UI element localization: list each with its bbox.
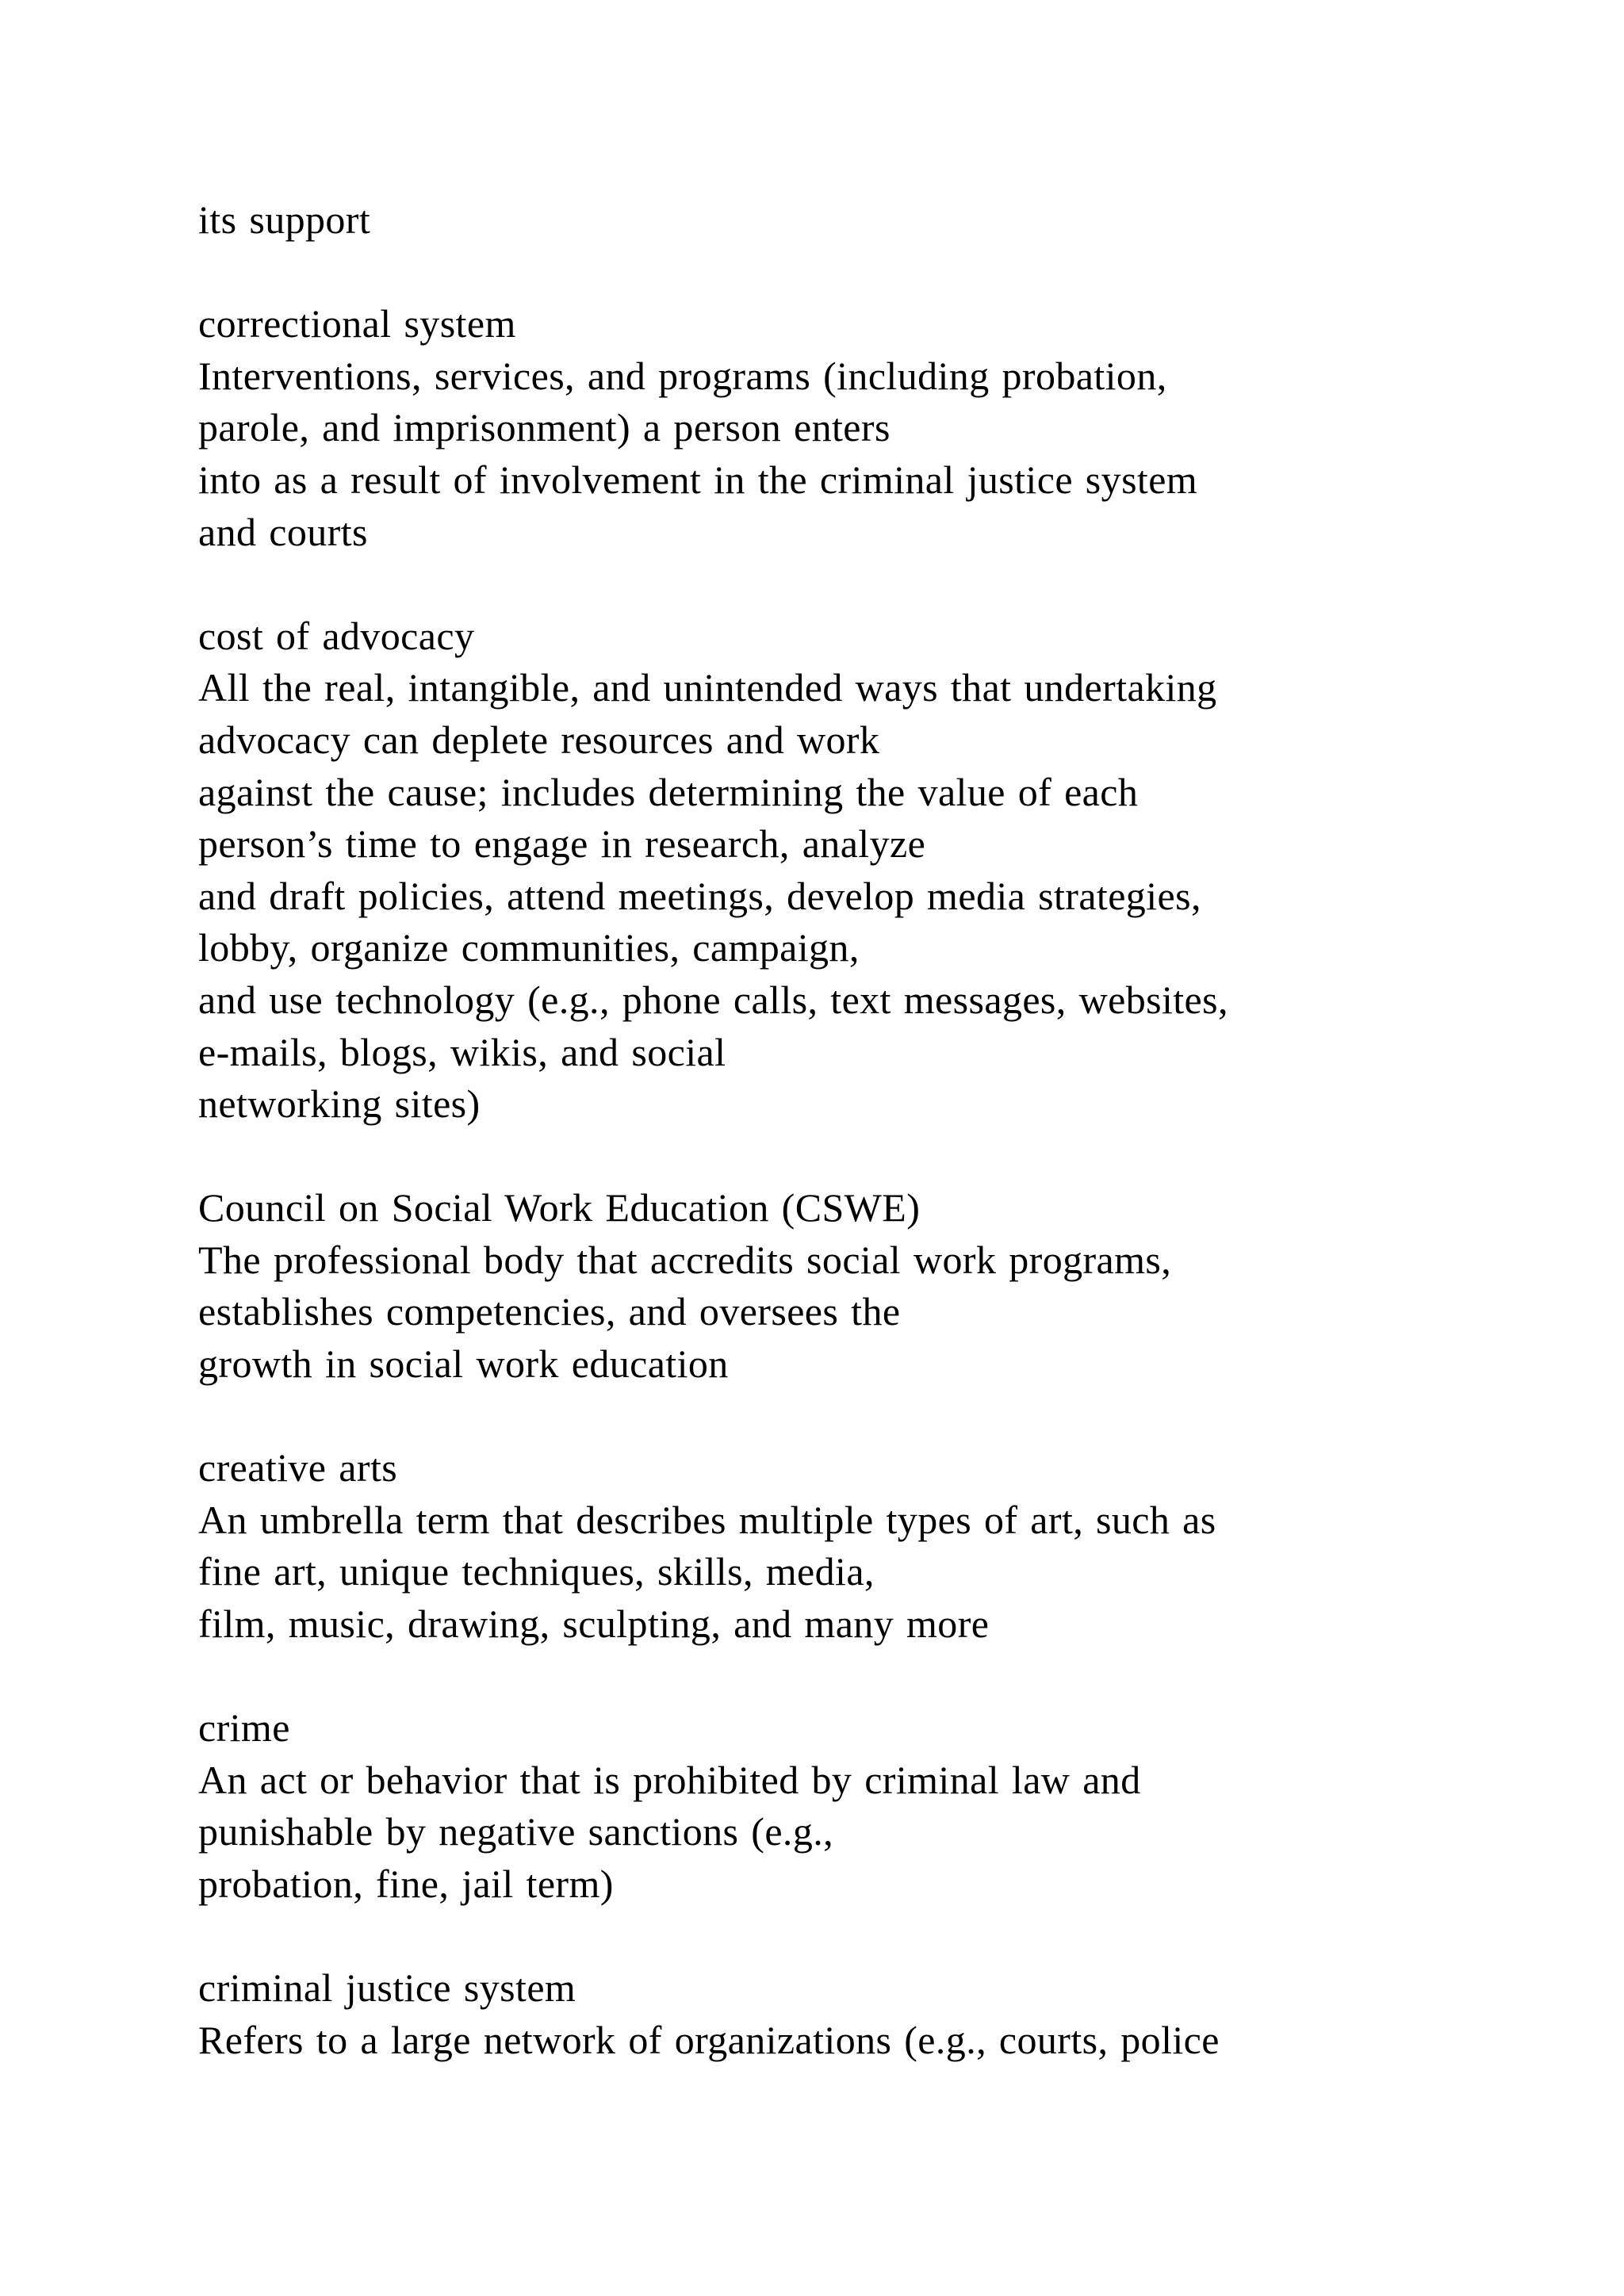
- definition-line: into as a result of involvement in the criminal justice system: [198, 457, 1198, 502]
- definition-line: advocacy can deplete resources and work: [198, 717, 880, 762]
- definition-line: and draft policies, attend meetings, develop media strategies,: [198, 873, 1201, 918]
- glossary-term: crime: [198, 1705, 290, 1751]
- definition-line: probation, fine, jail term): [198, 1862, 614, 1906]
- paragraph-gap: [198, 1391, 1546, 1443]
- paragraph-gap: [198, 247, 1546, 299]
- definition-line: and use technology (e.g., phone calls, text messages, websites,: [198, 977, 1228, 1022]
- continuation-line: its support: [198, 197, 371, 242]
- definition-line: fine art, unique techniques, skills, media,: [198, 1549, 875, 1594]
- definition-line: Interventions, services, and programs (including probation,: [198, 353, 1167, 398]
- definition-line: growth in social work education: [198, 1341, 729, 1387]
- definition-line: An umbrella term that describes multiple types of art, such as: [198, 1497, 1216, 1542]
- definition-line: All the real, intangible, and unintended ways that undertaking: [198, 665, 1217, 710]
- definition-line: and courts: [198, 509, 368, 554]
- paragraph-gap: [198, 1651, 1546, 1703]
- definition-line: person’s time to engage in research, analyze: [198, 821, 926, 867]
- definition-line: lobby, organize communities, campaign,: [198, 925, 860, 970]
- definition-line: against the cause; includes determining the value of each: [198, 769, 1139, 814]
- paragraph-gap: [198, 1911, 1546, 1963]
- definition-line: networking sites): [198, 1081, 481, 1127]
- definition-line: punishable by negative sanctions (e.g.,: [198, 1809, 834, 1854]
- paragraph-gap: [198, 558, 1546, 610]
- glossary-text: [198, 194, 1546, 2066]
- glossary-term: correctional system: [198, 301, 516, 346]
- definition-line: establishes competencies, and oversees the: [198, 1289, 901, 1334]
- glossary-term: criminal justice system: [198, 1965, 576, 2011]
- definition-line: Refers to a large network of organizations (e.g., courts, police: [198, 2017, 1220, 2062]
- paragraph-gap: [198, 1131, 1546, 1183]
- definition-line: The professional body that accredits social work programs,: [198, 1237, 1172, 1282]
- glossary-term: cost of advocacy: [198, 613, 475, 658]
- definition-line: e-mails, blogs, wikis, and social: [198, 1029, 726, 1074]
- glossary-term: creative arts: [198, 1445, 398, 1490]
- glossary-term: Council on Social Work Education (CSWE): [198, 1185, 921, 1230]
- definition-line: parole, and imprisonment) a person enters: [198, 405, 891, 450]
- definition-line: An act or behavior that is prohibited by criminal law and: [198, 1757, 1141, 1802]
- definition-line: film, music, drawing, sculpting, and many more: [198, 1601, 990, 1647]
